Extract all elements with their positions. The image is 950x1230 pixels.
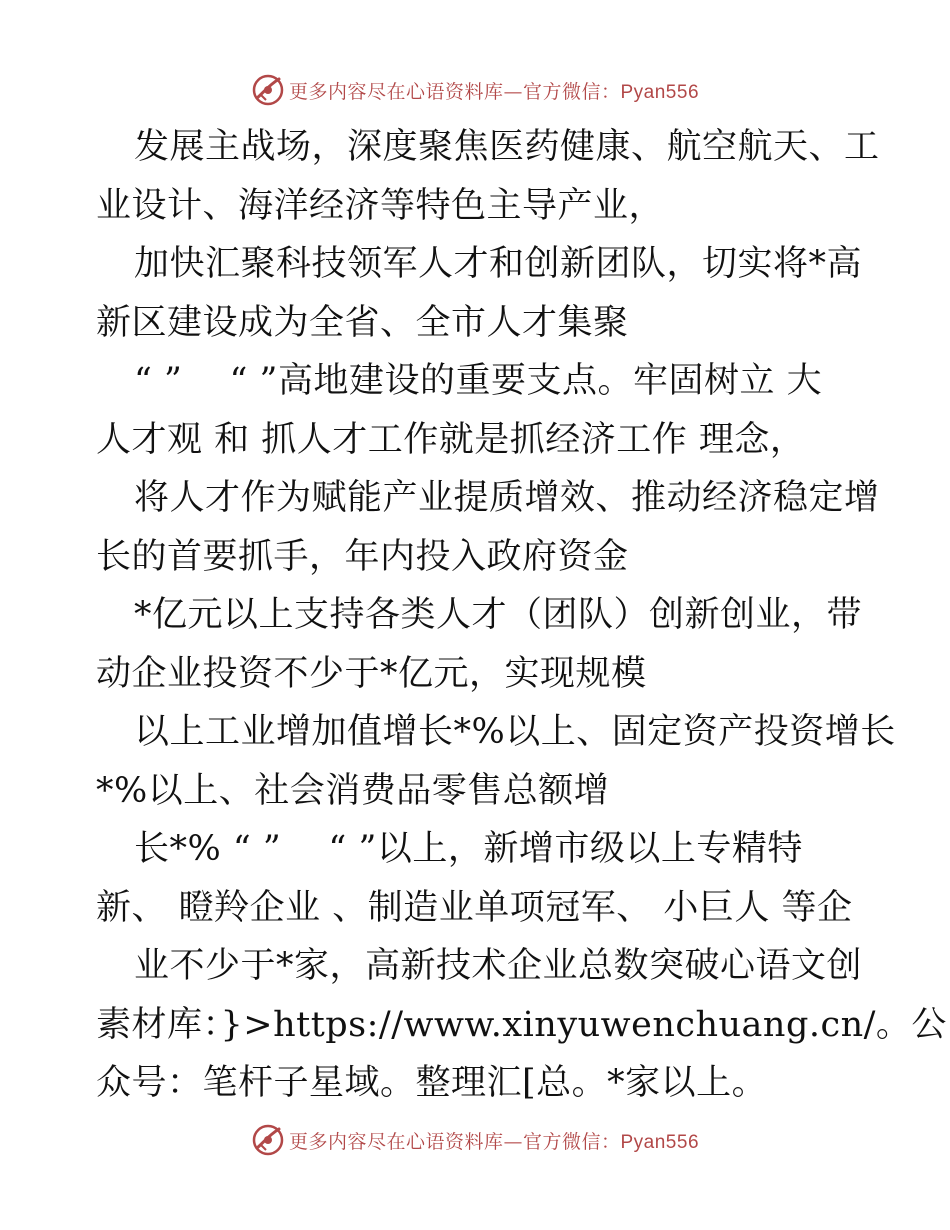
footer-watermark bbox=[0, 1120, 950, 1160]
text-line-9: *亿元以上支持各类人才（团队）创新创业，带 bbox=[134, 595, 863, 635]
text-line-7: 将人才作为赋能产业提质增效、推动经济稳定增 bbox=[134, 478, 880, 518]
header-text-wechat: 官方微信：Pyan556 bbox=[523, 81, 700, 103]
footer-text-sep: — bbox=[503, 1130, 523, 1153]
text-line-14: 新、 瞪羚企业 、制造业单项冠军、 小巨人 等企 bbox=[96, 887, 853, 928]
text-line-6: 人才观 和 抓人才工作就是抓经济工作 理念， bbox=[96, 419, 806, 460]
footer-watermark-text bbox=[289, 1127, 699, 1154]
text-line-8: 长的首要抓手，年内投入政府资金 bbox=[96, 536, 629, 577]
text-line-17: 众号：笔杆子星域。整理汇[总。*家以上。 bbox=[96, 1063, 768, 1103]
document-body bbox=[96, 118, 947, 1113]
footer-text-wechat: 官方微信：Pyan556 bbox=[523, 1131, 700, 1153]
header-watermark bbox=[0, 70, 950, 110]
text-line-1: 发展主战场，深度聚焦医药健康、航空航天、工 bbox=[134, 127, 880, 167]
pen-logo-icon bbox=[251, 73, 285, 107]
text-line-2: 业设计、海洋经济等特色主导产业， bbox=[96, 185, 665, 226]
header-text-sep: — bbox=[503, 80, 523, 103]
text-line-3: 加快汇聚科技领军人才和创新团队，切实将*高 bbox=[134, 244, 863, 284]
text-line-5: “ ” “ ”高地建设的重要支点。牢固树立 大 bbox=[134, 361, 823, 401]
header-watermark-text bbox=[289, 77, 699, 104]
text-line-16: 素材库：}>https://www.xinyuwenchuang.cn/。公 bbox=[96, 1004, 947, 1045]
pen-logo-icon bbox=[251, 1123, 285, 1157]
footer-text-main: 更多内容尽在心语资料库 bbox=[288, 1130, 504, 1153]
text-line-13: 长*% “ ” “ ”以上，新增市级以上专精特 bbox=[134, 829, 803, 869]
text-line-4: 新区建设成为全省、全市人才集聚 bbox=[96, 302, 629, 343]
text-line-12: *%以上、社会消费品零售总额增 bbox=[96, 770, 610, 811]
text-line-11: 以上工业增加值增长*%以上、固定资产投资增长 bbox=[134, 712, 896, 752]
text-line-15: 业不少于*家，高新技术企业总数突破心语文创 bbox=[134, 946, 863, 986]
text-line-10: 动企业投资不少于*亿元，实现规模 bbox=[96, 653, 647, 694]
header-text-main: 更多内容尽在心语资料库 bbox=[288, 80, 504, 103]
